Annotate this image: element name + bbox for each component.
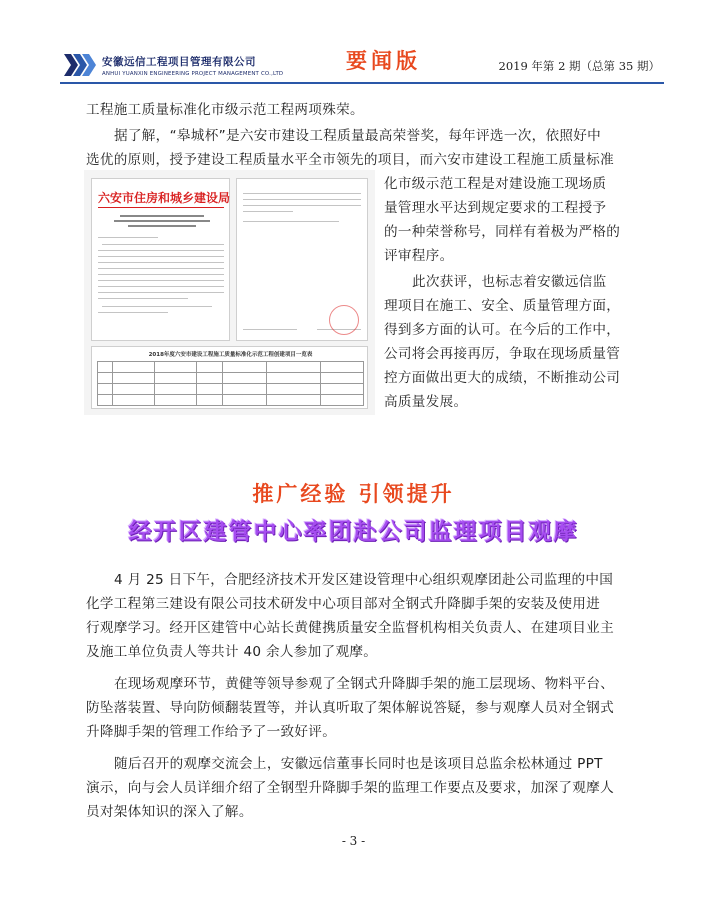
notice-page — [91, 178, 230, 341]
notice-red-rule — [98, 207, 224, 208]
article2-line: 防坠落装置、导向防倾翻装置等，并认真听取了架体解说答疑，参与观摩人员对全钢式 — [86, 700, 614, 716]
article1-line: 评审程序。 — [384, 248, 454, 264]
article2-line: 在现场观摩环节，黄健等领导参观了全钢式升降脚手架的施工层现场、物料平台、 — [114, 676, 615, 692]
article1-line: 控方面做出更大的成绩，不断推动公司 — [384, 370, 621, 386]
page-header — [60, 40, 664, 86]
project-list-table — [91, 346, 368, 409]
page-number: - 3 - — [341, 834, 366, 848]
article2-line: 升降脚手架的管理工作给予了一致好评。 — [86, 724, 337, 740]
article1-line: 得到多方面的认可。在今后的工作中， — [384, 322, 621, 338]
article1-line: 量管理水平达到规定要求的工程授予 — [384, 200, 607, 216]
article1-line: 此次获评，也标志着安徽远信监 — [412, 274, 607, 290]
issue-number: 2019 年第 2 期（总第 35 期） — [498, 59, 660, 73]
article2-title: 经开区建管中心率团赴公司监理项目观摩 — [128, 519, 579, 545]
notice-page — [236, 178, 368, 341]
article1-line: 化市级示范工程是对建设施工现场质 — [384, 176, 607, 192]
section-title: 要闻版 — [346, 49, 421, 73]
award-document-image — [84, 170, 375, 415]
article1-line: 的一种荣誉称号，同样有着极为严格的 — [384, 224, 621, 240]
article2-line: 演示，向与会人员详细介绍了全钢型升降脚手架的监理工作要点及要求，加深了观摩人 — [86, 780, 614, 796]
article1-line: 据了解，“皋城杯”是六安市建设工程质量最高荣誉奖，每年评选一次，依照好中 — [114, 128, 602, 144]
yx-logo-icon — [64, 54, 96, 76]
company-name-cn: 安徽远信工程项目管理有限公司 — [102, 56, 256, 68]
article1-line: 工程施工质量标准化市级示范工程两项殊荣。 — [86, 102, 364, 118]
article1-line: 公司将会再接再厉，争取在现场质量管 — [384, 346, 621, 362]
company-name — [102, 54, 283, 77]
article2-line: 4 月 25 日下午，合肥经济技术开发区建设管理中心组织观摩团赴公司监理的中国 — [114, 572, 614, 588]
article2-line: 随后召开的观摩交流会上，安徽远信董事长同时也是该项目总监余松林通过 PPT — [114, 756, 603, 772]
table-title: 2018年度六安市建设工程施工质量标准化示范工程创建项目一览表 — [148, 352, 313, 358]
article1-line: 理项目在施工、安全、质量管理方面， — [384, 298, 621, 314]
table-grid — [97, 361, 364, 406]
article2-kicker: 推广经验 引领提升 — [252, 482, 455, 506]
article1-line: 选优的原则，授予建设工程质量水平全市领先的项目，而六安市建设工程施工质量标准 — [86, 152, 614, 168]
article2-line: 及施工单位负责人等共计 40 余人参加了观摩。 — [86, 644, 378, 660]
article2-line: 员对架体知识的深入了解。 — [86, 804, 253, 820]
article1-line: 高质量发展。 — [384, 394, 468, 410]
article2-line: 行观摩学习。经开区建管中心站长黄健携质量安全监督机构相关负责人、在建项目业主 — [86, 620, 614, 636]
notice-header: 六安市住房和城乡建设局 — [98, 191, 231, 205]
article2-line: 化学工程第三建设有限公司技术研发中心项目部对全钢式升降脚手架的安装及使用进 — [86, 596, 601, 612]
company-name-en: ANHUI YUANXIN ENGINEERING PROJECT MANAGEMENT CO.,LTD — [102, 71, 284, 77]
official-seal-icon — [329, 305, 359, 335]
header-divider — [60, 82, 664, 84]
